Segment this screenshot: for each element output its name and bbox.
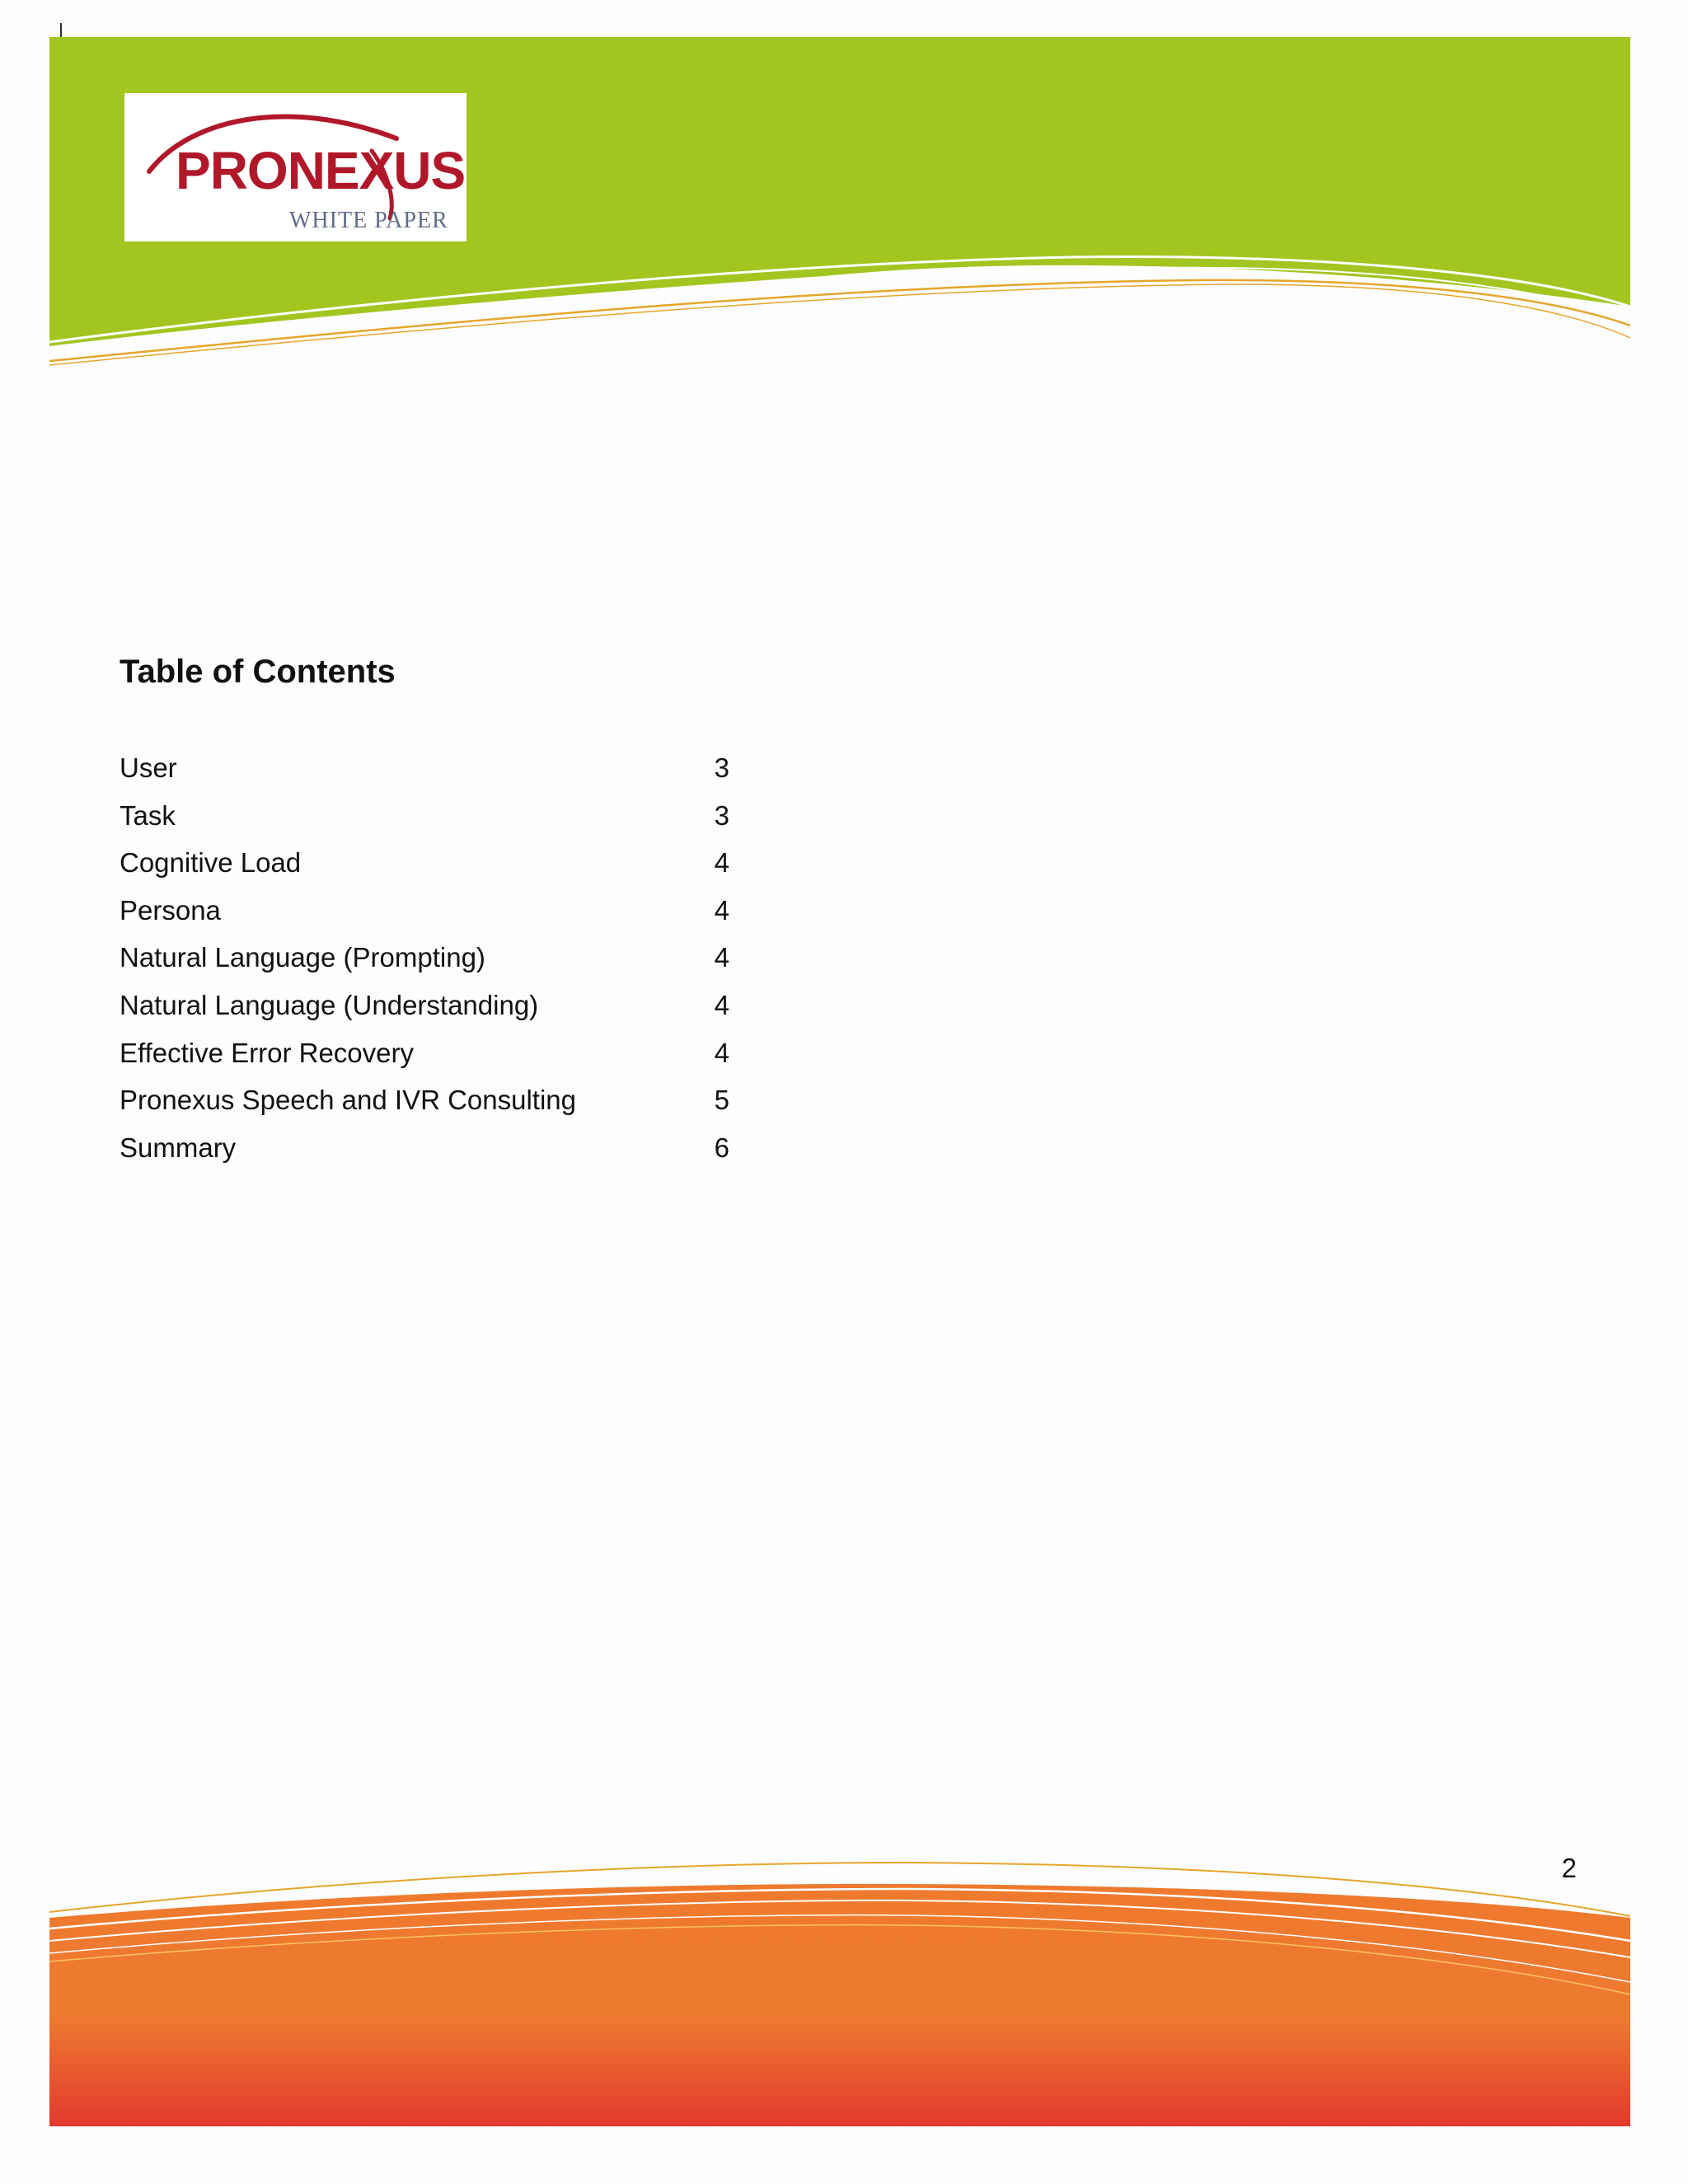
toc-item-page: 3	[714, 799, 729, 831]
pronexus-logo	[124, 93, 467, 241]
table-of-contents	[120, 754, 729, 1181]
toc-item-cognitive-load[interactable]	[120, 849, 729, 897]
toc-item-page: 6	[714, 1132, 729, 1163]
toc-item-persona[interactable]	[120, 894, 729, 944]
toc-item-page: 4	[714, 1037, 729, 1068]
toc-item-label: User	[120, 752, 177, 783]
toc-item-label: Pronexus Speech and IVR Consulting	[120, 1085, 577, 1116]
logo-brand-text: PRONEXUS	[176, 141, 466, 200]
toc-item-natural-language-prompting[interactable]	[120, 944, 729, 991]
toc-item-natural-language-understanding[interactable]	[120, 991, 729, 1039]
toc-item-label: Effective Error Recovery	[120, 1037, 415, 1068]
toc-item-page: 4	[714, 847, 729, 879]
toc-item-effective-error-recovery[interactable]	[120, 1039, 729, 1087]
toc-item-page: 4	[714, 989, 729, 1020]
toc-item-page: 3	[714, 752, 729, 783]
toc-item-page: 4	[714, 942, 729, 973]
toc-title: Table of Contents	[120, 654, 396, 690]
toc-item-task[interactable]	[120, 799, 729, 850]
toc-item-user[interactable]	[120, 754, 729, 802]
toc-item-speech-ivr-consulting[interactable]	[120, 1086, 729, 1134]
toc-item-label: Task	[120, 799, 176, 831]
toc-item-label: Cognitive Load	[120, 847, 302, 879]
toc-item-label: Persona	[120, 894, 221, 926]
toc-item-page: 5	[714, 1085, 729, 1116]
toc-item-label: Natural Language (Understanding)	[120, 989, 539, 1020]
page-number: 2	[1561, 1853, 1577, 1883]
footer-banner	[0, 1838, 1688, 2184]
toc-item-label: Natural Language (Prompting)	[120, 942, 485, 973]
toc-item-page: 4	[714, 894, 729, 926]
logo-subtitle: WHITE PAPER	[289, 208, 448, 233]
toc-item-summary[interactable]	[120, 1134, 729, 1182]
toc-item-label: Summary	[120, 1132, 237, 1163]
